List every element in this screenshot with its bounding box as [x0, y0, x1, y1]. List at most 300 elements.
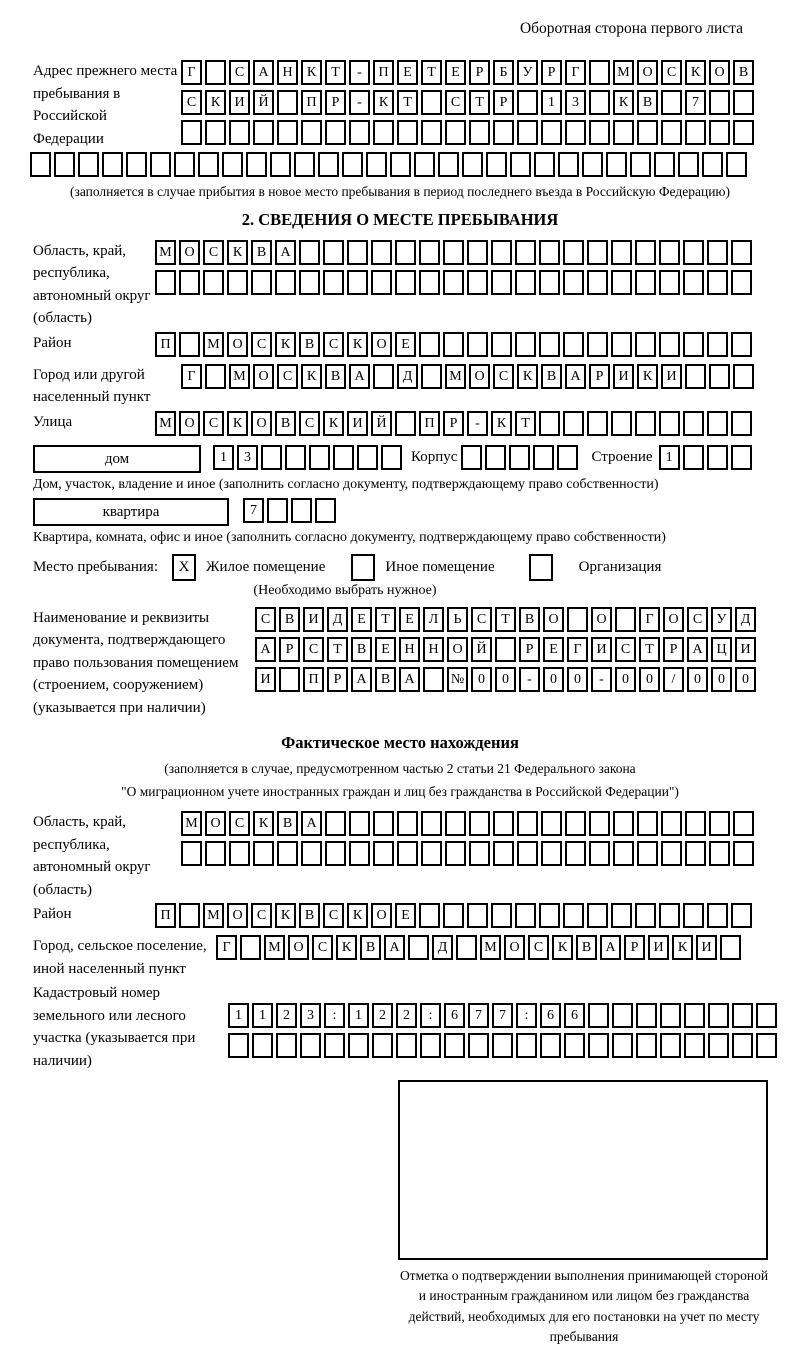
char-box[interactable]: 1 — [252, 1003, 273, 1028]
char-box[interactable] — [611, 411, 632, 436]
char-box[interactable] — [732, 1003, 753, 1028]
char-box[interactable] — [277, 120, 298, 145]
char-box[interactable]: Г — [181, 364, 202, 389]
char-box[interactable] — [395, 240, 416, 265]
char-box[interactable]: М — [613, 60, 634, 85]
char-box[interactable]: 7 — [685, 90, 706, 115]
char-box[interactable] — [732, 1033, 753, 1058]
char-box[interactable]: С — [303, 637, 324, 662]
char-box[interactable] — [397, 811, 418, 836]
char-box[interactable] — [615, 607, 636, 632]
char-box[interactable] — [420, 1033, 441, 1058]
char-box[interactable]: 0 — [687, 667, 708, 692]
char-box[interactable] — [587, 411, 608, 436]
char-box[interactable]: О — [227, 332, 248, 357]
char-box[interactable]: Т — [397, 90, 418, 115]
char-box[interactable]: - — [519, 667, 540, 692]
char-box[interactable]: 1 — [348, 1003, 369, 1028]
char-box[interactable] — [635, 903, 656, 928]
char-box[interactable] — [589, 811, 610, 836]
char-box[interactable] — [299, 240, 320, 265]
char-box[interactable]: О — [179, 240, 200, 265]
stay-type-checkbox-residential[interactable]: X — [172, 554, 196, 581]
char-box[interactable]: К — [685, 60, 706, 85]
confirmation-stamp-box[interactable] — [398, 1080, 768, 1260]
char-box[interactable] — [366, 152, 387, 177]
char-box[interactable] — [229, 841, 250, 866]
char-box[interactable]: С — [255, 607, 276, 632]
char-box[interactable] — [635, 332, 656, 357]
char-box[interactable] — [372, 1033, 393, 1058]
char-box[interactable] — [421, 841, 442, 866]
char-box[interactable]: 1 — [228, 1003, 249, 1028]
char-box[interactable]: В — [251, 240, 272, 265]
char-box[interactable] — [397, 841, 418, 866]
char-box[interactable]: : — [324, 1003, 345, 1028]
char-box[interactable] — [443, 270, 464, 295]
char-box[interactable]: Б — [493, 60, 514, 85]
char-box[interactable] — [589, 90, 610, 115]
char-box[interactable]: Р — [469, 60, 490, 85]
char-box[interactable]: К — [373, 90, 394, 115]
char-box[interactable]: И — [613, 364, 634, 389]
char-box[interactable]: 7 — [243, 498, 264, 523]
char-box[interactable]: И — [735, 637, 756, 662]
char-box[interactable] — [635, 270, 656, 295]
char-box[interactable]: П — [155, 332, 176, 357]
char-box[interactable] — [421, 811, 442, 836]
char-box[interactable] — [587, 903, 608, 928]
char-box[interactable] — [708, 1003, 729, 1028]
char-box[interactable] — [720, 935, 741, 960]
char-box[interactable] — [612, 1033, 633, 1058]
char-box[interactable]: 0 — [543, 667, 564, 692]
char-box[interactable] — [517, 811, 538, 836]
char-box[interactable] — [275, 270, 296, 295]
char-box[interactable]: М — [445, 364, 466, 389]
char-box[interactable]: С — [251, 903, 272, 928]
char-box[interactable] — [606, 152, 627, 177]
char-box[interactable]: В — [279, 607, 300, 632]
char-box[interactable]: Р — [624, 935, 645, 960]
char-box[interactable] — [707, 445, 728, 470]
char-box[interactable]: С — [615, 637, 636, 662]
char-box[interactable]: 2 — [372, 1003, 393, 1028]
char-box[interactable] — [318, 152, 339, 177]
char-box[interactable] — [467, 332, 488, 357]
char-box[interactable]: 0 — [471, 667, 492, 692]
char-box[interactable]: № — [447, 667, 468, 692]
char-box[interactable]: С — [493, 364, 514, 389]
char-box[interactable]: Т — [639, 637, 660, 662]
char-box[interactable] — [277, 841, 298, 866]
char-box[interactable]: С — [445, 90, 466, 115]
char-box[interactable]: Р — [325, 90, 346, 115]
char-box[interactable]: 0 — [711, 667, 732, 692]
char-box[interactable] — [301, 120, 322, 145]
char-box[interactable] — [467, 270, 488, 295]
char-box[interactable]: С — [181, 90, 202, 115]
char-box[interactable] — [333, 445, 354, 470]
char-box[interactable] — [685, 811, 706, 836]
char-box[interactable] — [659, 411, 680, 436]
char-box[interactable]: М — [203, 332, 224, 357]
char-box[interactable]: Г — [639, 607, 660, 632]
stay-type-checkbox-other[interactable] — [351, 554, 375, 581]
char-box[interactable] — [659, 240, 680, 265]
char-box[interactable] — [564, 1033, 585, 1058]
char-box[interactable] — [731, 445, 752, 470]
char-box[interactable]: П — [419, 411, 440, 436]
char-box[interactable]: В — [275, 411, 296, 436]
char-box[interactable]: 0 — [615, 667, 636, 692]
char-box[interactable]: О — [504, 935, 525, 960]
char-box[interactable]: Л — [423, 607, 444, 632]
char-box[interactable] — [155, 270, 176, 295]
char-box[interactable]: А — [600, 935, 621, 960]
char-box[interactable]: 2 — [396, 1003, 417, 1028]
char-box[interactable] — [205, 364, 226, 389]
char-box[interactable]: А — [349, 364, 370, 389]
char-box[interactable]: К — [336, 935, 357, 960]
char-box[interactable] — [588, 1033, 609, 1058]
char-box[interactable] — [707, 411, 728, 436]
char-box[interactable] — [421, 120, 442, 145]
char-box[interactable] — [563, 240, 584, 265]
char-box[interactable] — [491, 270, 512, 295]
char-box[interactable] — [733, 364, 754, 389]
char-box[interactable] — [469, 841, 490, 866]
char-box[interactable] — [685, 841, 706, 866]
char-box[interactable] — [357, 445, 378, 470]
char-box[interactable] — [181, 841, 202, 866]
char-box[interactable] — [516, 1033, 537, 1058]
char-box[interactable] — [637, 811, 658, 836]
char-box[interactable]: О — [371, 903, 392, 928]
char-box[interactable] — [301, 841, 322, 866]
char-box[interactable] — [635, 411, 656, 436]
char-box[interactable] — [438, 152, 459, 177]
char-box[interactable]: Д — [735, 607, 756, 632]
char-box[interactable]: К — [323, 411, 344, 436]
char-box[interactable] — [756, 1033, 777, 1058]
char-box[interactable] — [709, 811, 730, 836]
char-box[interactable]: М — [480, 935, 501, 960]
char-box[interactable] — [371, 270, 392, 295]
char-box[interactable]: Р — [541, 60, 562, 85]
char-box[interactable]: Г — [565, 60, 586, 85]
char-box[interactable] — [733, 120, 754, 145]
char-box[interactable]: 0 — [735, 667, 756, 692]
char-box[interactable] — [294, 152, 315, 177]
char-box[interactable]: : — [516, 1003, 537, 1028]
char-box[interactable] — [323, 270, 344, 295]
char-box[interactable] — [228, 1033, 249, 1058]
char-box[interactable] — [565, 811, 586, 836]
char-box[interactable]: А — [687, 637, 708, 662]
char-box[interactable]: К — [672, 935, 693, 960]
char-box[interactable] — [539, 411, 560, 436]
char-box[interactable] — [611, 240, 632, 265]
char-box[interactable] — [612, 1003, 633, 1028]
char-box[interactable] — [462, 152, 483, 177]
char-box[interactable]: О — [469, 364, 490, 389]
char-box[interactable] — [565, 120, 586, 145]
char-box[interactable] — [685, 364, 706, 389]
char-box[interactable] — [733, 811, 754, 836]
char-box[interactable]: Т — [515, 411, 536, 436]
char-box[interactable] — [277, 90, 298, 115]
char-box[interactable]: П — [373, 60, 394, 85]
char-box[interactable] — [589, 120, 610, 145]
char-box[interactable]: И — [303, 607, 324, 632]
char-box[interactable]: И — [229, 90, 250, 115]
char-box[interactable]: О — [543, 607, 564, 632]
char-box[interactable] — [325, 841, 346, 866]
char-box[interactable]: В — [576, 935, 597, 960]
char-box[interactable] — [421, 364, 442, 389]
char-box[interactable] — [253, 120, 274, 145]
char-box[interactable]: О — [709, 60, 730, 85]
char-box[interactable]: С — [661, 60, 682, 85]
char-box[interactable]: П — [301, 90, 322, 115]
char-box[interactable] — [229, 120, 250, 145]
char-box[interactable] — [324, 1033, 345, 1058]
char-box[interactable]: Д — [397, 364, 418, 389]
char-box[interactable]: 0 — [639, 667, 660, 692]
char-box[interactable]: К — [613, 90, 634, 115]
char-box[interactable] — [493, 120, 514, 145]
char-box[interactable] — [300, 1033, 321, 1058]
char-box[interactable] — [443, 240, 464, 265]
char-box[interactable]: У — [711, 607, 732, 632]
char-box[interactable]: С — [277, 364, 298, 389]
char-box[interactable]: У — [517, 60, 538, 85]
char-box[interactable] — [635, 240, 656, 265]
char-box[interactable]: О — [205, 811, 226, 836]
char-box[interactable]: К — [227, 411, 248, 436]
char-box[interactable] — [707, 903, 728, 928]
char-box[interactable] — [733, 90, 754, 115]
char-box[interactable]: Ц — [711, 637, 732, 662]
char-box[interactable]: Е — [397, 60, 418, 85]
char-box[interactable] — [539, 240, 560, 265]
char-box[interactable] — [611, 903, 632, 928]
char-box[interactable]: / — [663, 667, 684, 692]
char-box[interactable]: В — [299, 903, 320, 928]
char-box[interactable] — [493, 811, 514, 836]
char-box[interactable] — [563, 903, 584, 928]
char-box[interactable] — [347, 240, 368, 265]
char-box[interactable] — [539, 903, 560, 928]
char-box[interactable] — [636, 1003, 657, 1028]
char-box[interactable] — [285, 445, 306, 470]
char-box[interactable] — [315, 498, 336, 523]
char-box[interactable]: А — [399, 667, 420, 692]
char-box[interactable] — [709, 841, 730, 866]
char-box[interactable]: К — [275, 332, 296, 357]
char-box[interactable] — [373, 841, 394, 866]
char-box[interactable] — [540, 1033, 561, 1058]
char-box[interactable]: В — [325, 364, 346, 389]
char-box[interactable] — [445, 120, 466, 145]
char-box[interactable]: 7 — [468, 1003, 489, 1028]
char-box[interactable] — [373, 120, 394, 145]
char-box[interactable] — [253, 841, 274, 866]
char-box[interactable] — [395, 411, 416, 436]
char-box[interactable]: К — [517, 364, 538, 389]
char-box[interactable]: П — [303, 667, 324, 692]
char-box[interactable]: М — [155, 411, 176, 436]
char-box[interactable]: 3 — [237, 445, 258, 470]
char-box[interactable] — [467, 240, 488, 265]
char-box[interactable]: В — [637, 90, 658, 115]
char-box[interactable] — [510, 152, 531, 177]
char-box[interactable]: - — [349, 60, 370, 85]
char-box[interactable]: Е — [375, 637, 396, 662]
char-box[interactable]: Т — [375, 607, 396, 632]
char-box[interactable] — [683, 240, 704, 265]
char-box[interactable] — [373, 364, 394, 389]
char-box[interactable] — [348, 1033, 369, 1058]
char-box[interactable] — [419, 240, 440, 265]
char-box[interactable]: К — [227, 240, 248, 265]
char-box[interactable] — [684, 1003, 705, 1028]
char-box[interactable]: О — [288, 935, 309, 960]
char-box[interactable] — [709, 120, 730, 145]
char-box[interactable] — [683, 270, 704, 295]
char-box[interactable] — [78, 152, 99, 177]
char-box[interactable] — [443, 903, 464, 928]
char-box[interactable]: К — [491, 411, 512, 436]
char-box[interactable] — [491, 332, 512, 357]
char-box[interactable] — [323, 240, 344, 265]
char-box[interactable] — [251, 270, 272, 295]
char-box[interactable]: М — [264, 935, 285, 960]
char-box[interactable]: 6 — [540, 1003, 561, 1028]
char-box[interactable] — [445, 841, 466, 866]
char-box[interactable]: К — [301, 60, 322, 85]
char-box[interactable] — [390, 152, 411, 177]
char-box[interactable] — [349, 811, 370, 836]
char-box[interactable]: В — [519, 607, 540, 632]
char-box[interactable]: К — [205, 90, 226, 115]
char-box[interactable]: 7 — [492, 1003, 513, 1028]
char-box[interactable]: Т — [421, 60, 442, 85]
char-box[interactable] — [613, 841, 634, 866]
char-box[interactable] — [636, 1033, 657, 1058]
char-box[interactable] — [276, 1033, 297, 1058]
char-box[interactable] — [461, 445, 482, 470]
char-box[interactable]: 0 — [495, 667, 516, 692]
char-box[interactable]: Т — [327, 637, 348, 662]
char-box[interactable] — [731, 903, 752, 928]
char-box[interactable]: С — [203, 240, 224, 265]
char-box[interactable]: О — [447, 637, 468, 662]
char-box[interactable] — [539, 270, 560, 295]
char-box[interactable]: К — [347, 332, 368, 357]
char-box[interactable] — [660, 1033, 681, 1058]
char-box[interactable]: Г — [216, 935, 237, 960]
char-box[interactable]: Р — [519, 637, 540, 662]
char-box[interactable] — [708, 1033, 729, 1058]
char-box[interactable]: О — [663, 607, 684, 632]
char-box[interactable]: С — [251, 332, 272, 357]
char-box[interactable] — [683, 332, 704, 357]
char-box[interactable] — [349, 841, 370, 866]
char-box[interactable] — [240, 935, 261, 960]
char-box[interactable]: В — [733, 60, 754, 85]
char-box[interactable]: Р — [493, 90, 514, 115]
char-box[interactable]: В — [299, 332, 320, 357]
char-box[interactable] — [683, 445, 704, 470]
char-box[interactable]: К — [347, 903, 368, 928]
char-box[interactable]: С — [229, 60, 250, 85]
char-box[interactable] — [630, 152, 651, 177]
char-box[interactable]: Е — [395, 332, 416, 357]
char-box[interactable] — [613, 120, 634, 145]
char-box[interactable] — [563, 332, 584, 357]
char-box[interactable] — [347, 270, 368, 295]
char-box[interactable] — [557, 445, 578, 470]
char-box[interactable] — [419, 270, 440, 295]
char-box[interactable] — [150, 152, 171, 177]
char-box[interactable] — [582, 152, 603, 177]
char-box[interactable]: И — [591, 637, 612, 662]
char-box[interactable]: Й — [471, 637, 492, 662]
char-box[interactable]: С — [203, 411, 224, 436]
char-box[interactable] — [246, 152, 267, 177]
char-box[interactable]: - — [349, 90, 370, 115]
char-box[interactable] — [678, 152, 699, 177]
char-box[interactable] — [660, 1003, 681, 1028]
char-box[interactable] — [709, 90, 730, 115]
char-box[interactable]: Т — [495, 607, 516, 632]
char-box[interactable]: А — [384, 935, 405, 960]
char-box[interactable] — [661, 841, 682, 866]
char-box[interactable]: А — [565, 364, 586, 389]
char-box[interactable] — [731, 332, 752, 357]
char-box[interactable]: О — [591, 607, 612, 632]
char-box[interactable] — [509, 445, 530, 470]
char-box[interactable]: С — [323, 903, 344, 928]
char-box[interactable]: В — [541, 364, 562, 389]
char-box[interactable] — [423, 667, 444, 692]
char-box[interactable]: Е — [543, 637, 564, 662]
char-box[interactable] — [493, 841, 514, 866]
char-box[interactable] — [325, 811, 346, 836]
char-box[interactable]: И — [255, 667, 276, 692]
char-box[interactable] — [179, 270, 200, 295]
char-box[interactable] — [467, 903, 488, 928]
char-box[interactable] — [563, 270, 584, 295]
char-box[interactable]: А — [253, 60, 274, 85]
char-box[interactable]: С — [471, 607, 492, 632]
char-box[interactable]: К — [301, 364, 322, 389]
char-box[interactable] — [291, 498, 312, 523]
char-box[interactable] — [279, 667, 300, 692]
char-box[interactable]: Ь — [447, 607, 468, 632]
char-box[interactable]: О — [179, 411, 200, 436]
char-box[interactable] — [468, 1033, 489, 1058]
char-box[interactable] — [654, 152, 675, 177]
char-box[interactable] — [563, 411, 584, 436]
char-box[interactable]: О — [637, 60, 658, 85]
char-box[interactable] — [179, 332, 200, 357]
char-box[interactable]: Е — [399, 607, 420, 632]
char-box[interactable] — [371, 240, 392, 265]
char-box[interactable] — [396, 1033, 417, 1058]
